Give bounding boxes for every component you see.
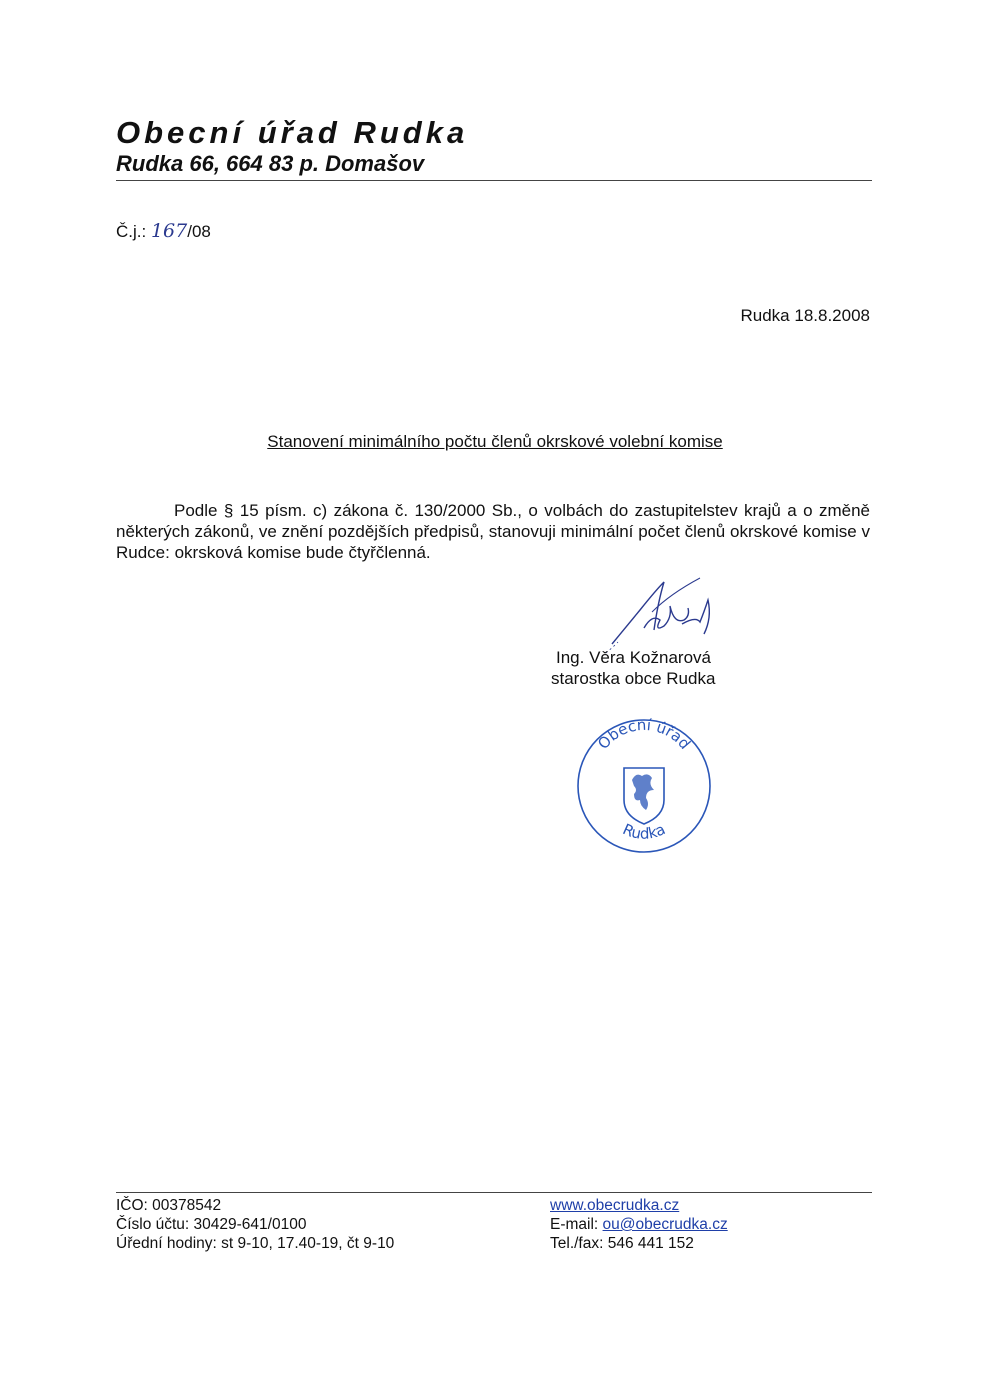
footer-email-link[interactable]: ou@obecrudka.cz	[602, 1216, 728, 1233]
svg-text:Obecní úřad	[594, 716, 694, 753]
org-name: Obecní úřad Rudka	[116, 115, 469, 150]
seal-bottom-text: Rudka	[619, 820, 669, 843]
seal-top-text: Obecní úřad	[594, 716, 695, 753]
reference-label: Č.j.:	[116, 222, 147, 241]
reference-suffix: /08	[187, 222, 211, 241]
reference-number	[116, 220, 211, 242]
footer-email-label: E-mail:	[550, 1216, 603, 1233]
footer-account-number: Číslo účtu: 30429-641/0100	[116, 1216, 307, 1233]
footer-right-column	[550, 1196, 728, 1253]
footer-left-column	[116, 1196, 394, 1253]
header-divider	[116, 180, 872, 181]
letter-date: Rudka 18.8.2008	[740, 306, 870, 325]
footer-ico: IČO: 00378542	[116, 1197, 222, 1214]
reference-handwritten-number: 167	[150, 220, 188, 242]
signer-name: Ing. Věra Kožnarová	[556, 648, 711, 667]
signer-role: starostka obce Rudka	[551, 669, 716, 688]
subject-text: Stanovení minimálního počtu členů okrskové volební komise	[267, 432, 723, 451]
body-paragraph: Podle § 15 písm. c) zákona č. 130/2000 Sb., o volbách do zastupitelstev krajů a o změně některých zákonů, ve znění pozdějších předpisů, stanovuji minimální počet členů okrskové komise v Rudce: okrsková komise bude čtyřčlenná.	[116, 501, 870, 562]
footer-divider	[116, 1192, 872, 1193]
org-address: Rudka 66, 664 83 p. Domašov	[116, 151, 425, 176]
footer-email	[550, 1215, 728, 1234]
official-seal	[574, 716, 714, 856]
subject-line	[0, 432, 990, 452]
footer-website-link[interactable]: www.obecrudka.cz	[550, 1197, 680, 1214]
footer-phone: Tel./fax: 546 441 152	[550, 1235, 694, 1252]
footer-office-hours: Úřední hodiny: st 9-10, 17.40-19, čt 9-10	[116, 1235, 395, 1252]
